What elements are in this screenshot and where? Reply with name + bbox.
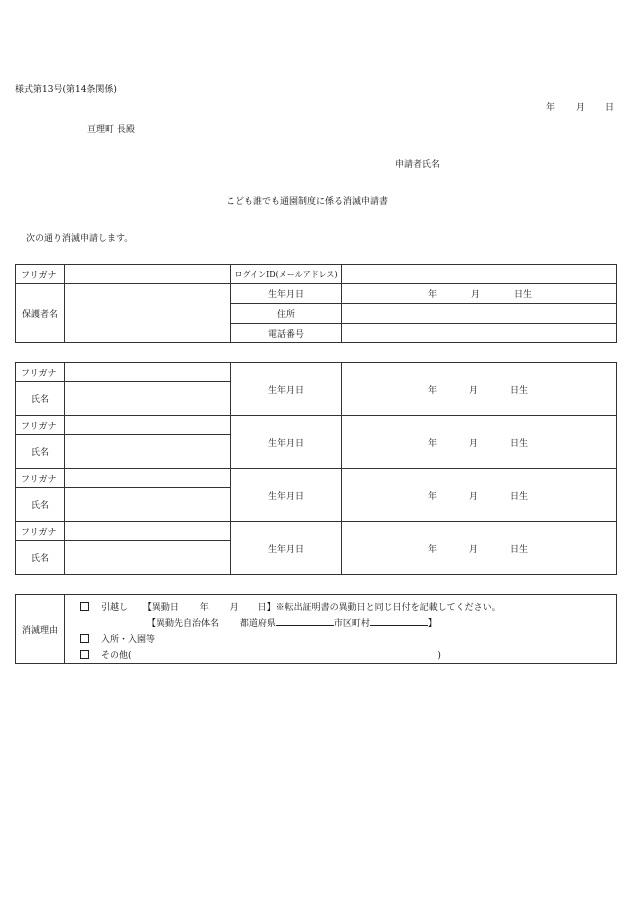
child-dob-label: 生年月日	[231, 522, 342, 575]
child-dob-suffix: 日生	[509, 438, 528, 449]
guardian-name-field[interactable]	[65, 284, 231, 343]
child-furigana-label: フリガナ	[16, 469, 65, 488]
guardian-furigana-label: フリガナ	[16, 265, 65, 284]
dob-month: 月	[470, 290, 480, 300]
phone-field[interactable]	[342, 324, 617, 343]
child-dob-month: 月	[468, 438, 478, 449]
child-name-label: 氏名	[16, 488, 65, 522]
children-table	[15, 362, 617, 575]
form-title: こども誰でも通園制度に係る消滅申請書	[226, 197, 389, 207]
date-year: 年	[546, 103, 556, 113]
child-dob-field[interactable]	[342, 522, 617, 575]
destination-close: 】	[427, 619, 437, 629]
child-dob-label: 生年月日	[231, 416, 342, 469]
destination-open: 【異動先自治体名	[147, 619, 220, 629]
reason-label: 消滅理由	[16, 595, 65, 664]
child-dob-label: 生年月日	[231, 363, 342, 416]
login-id-label: ログインID(メールアドレス)	[231, 265, 342, 284]
form-number: 様式第13号(第14条関係)	[15, 85, 117, 95]
checkbox-enrollment[interactable]	[80, 634, 89, 643]
child-furigana-label: フリガナ	[16, 363, 65, 382]
child-dob-field[interactable]	[342, 416, 617, 469]
checkbox-other[interactable]	[80, 650, 89, 659]
guardian-dob-label: 生年月日	[231, 284, 342, 304]
prefecture-label: 都道府県	[239, 619, 276, 629]
child-dob-month: 月	[468, 385, 478, 396]
guardian-table	[15, 264, 617, 343]
reason-options	[65, 595, 617, 664]
guardian-name-label: 保護者名	[16, 284, 65, 343]
address-field[interactable]	[342, 304, 617, 324]
option-moving[interactable]	[80, 600, 501, 613]
option-enrollment[interactable]	[80, 632, 155, 645]
child-dob-suffix: 日生	[509, 385, 528, 396]
child-name-field[interactable]	[65, 488, 231, 522]
date-month: 月	[576, 103, 586, 113]
addressee: 亘理町 長殿	[87, 125, 135, 135]
child-dob-field[interactable]	[342, 363, 617, 416]
dob-suffix: 日生	[513, 290, 532, 300]
moving-label: 引越し	[101, 603, 129, 613]
child-dob-month: 月	[468, 491, 478, 502]
child-dob-suffix: 日生	[509, 544, 528, 555]
move-year: 年	[199, 603, 209, 613]
child-name-label: 氏名	[16, 435, 65, 469]
destination-row	[147, 616, 437, 629]
child-furigana-field[interactable]	[65, 469, 231, 488]
child-dob-year: 年	[428, 438, 438, 449]
city-label: 市区町村	[333, 619, 370, 629]
child-name-label: 氏名	[16, 541, 65, 575]
prefecture-field[interactable]	[276, 617, 334, 626]
applicant-name-label: 申請者氏名	[395, 160, 441, 170]
option-other[interactable]	[80, 648, 441, 661]
intro-text: 次の通り消滅申請します。	[26, 234, 134, 244]
child-name-field[interactable]	[65, 541, 231, 575]
child-dob-year: 年	[428, 385, 438, 396]
child-dob-field[interactable]	[342, 469, 617, 522]
child-furigana-field[interactable]	[65, 416, 231, 435]
child-name-field[interactable]	[65, 435, 231, 469]
child-dob-month: 月	[468, 544, 478, 555]
guardian-dob-field[interactable]	[342, 284, 617, 304]
move-date-open: 【異動日	[142, 603, 179, 613]
move-month: 月	[229, 603, 239, 613]
guardian-furigana-field[interactable]	[65, 265, 231, 284]
enrollment-label: 入所・入園等	[101, 635, 156, 645]
address-label: 住所	[231, 304, 342, 324]
date-day: 日	[605, 103, 615, 113]
login-id-field[interactable]	[342, 265, 617, 284]
reason-table	[15, 594, 617, 664]
child-furigana-label: フリガナ	[16, 522, 65, 541]
move-day-note: 日】※転出証明書の異動日と同じ日付を記載してください。	[257, 603, 501, 613]
child-dob-year: 年	[428, 544, 438, 555]
other-label: その他(	[101, 651, 132, 661]
city-field[interactable]	[370, 617, 428, 626]
child-name-field[interactable]	[65, 382, 231, 416]
child-dob-label: 生年月日	[231, 469, 342, 522]
phone-label: 電話番号	[231, 324, 342, 343]
child-name-label: 氏名	[16, 382, 65, 416]
checkbox-moving[interactable]	[80, 602, 89, 611]
child-dob-year: 年	[428, 491, 438, 502]
child-furigana-field[interactable]	[65, 522, 231, 541]
child-dob-suffix: 日生	[509, 491, 528, 502]
child-furigana-label: フリガナ	[16, 416, 65, 435]
dob-year: 年	[428, 290, 438, 300]
other-close: )	[437, 651, 441, 661]
child-furigana-field[interactable]	[65, 363, 231, 382]
